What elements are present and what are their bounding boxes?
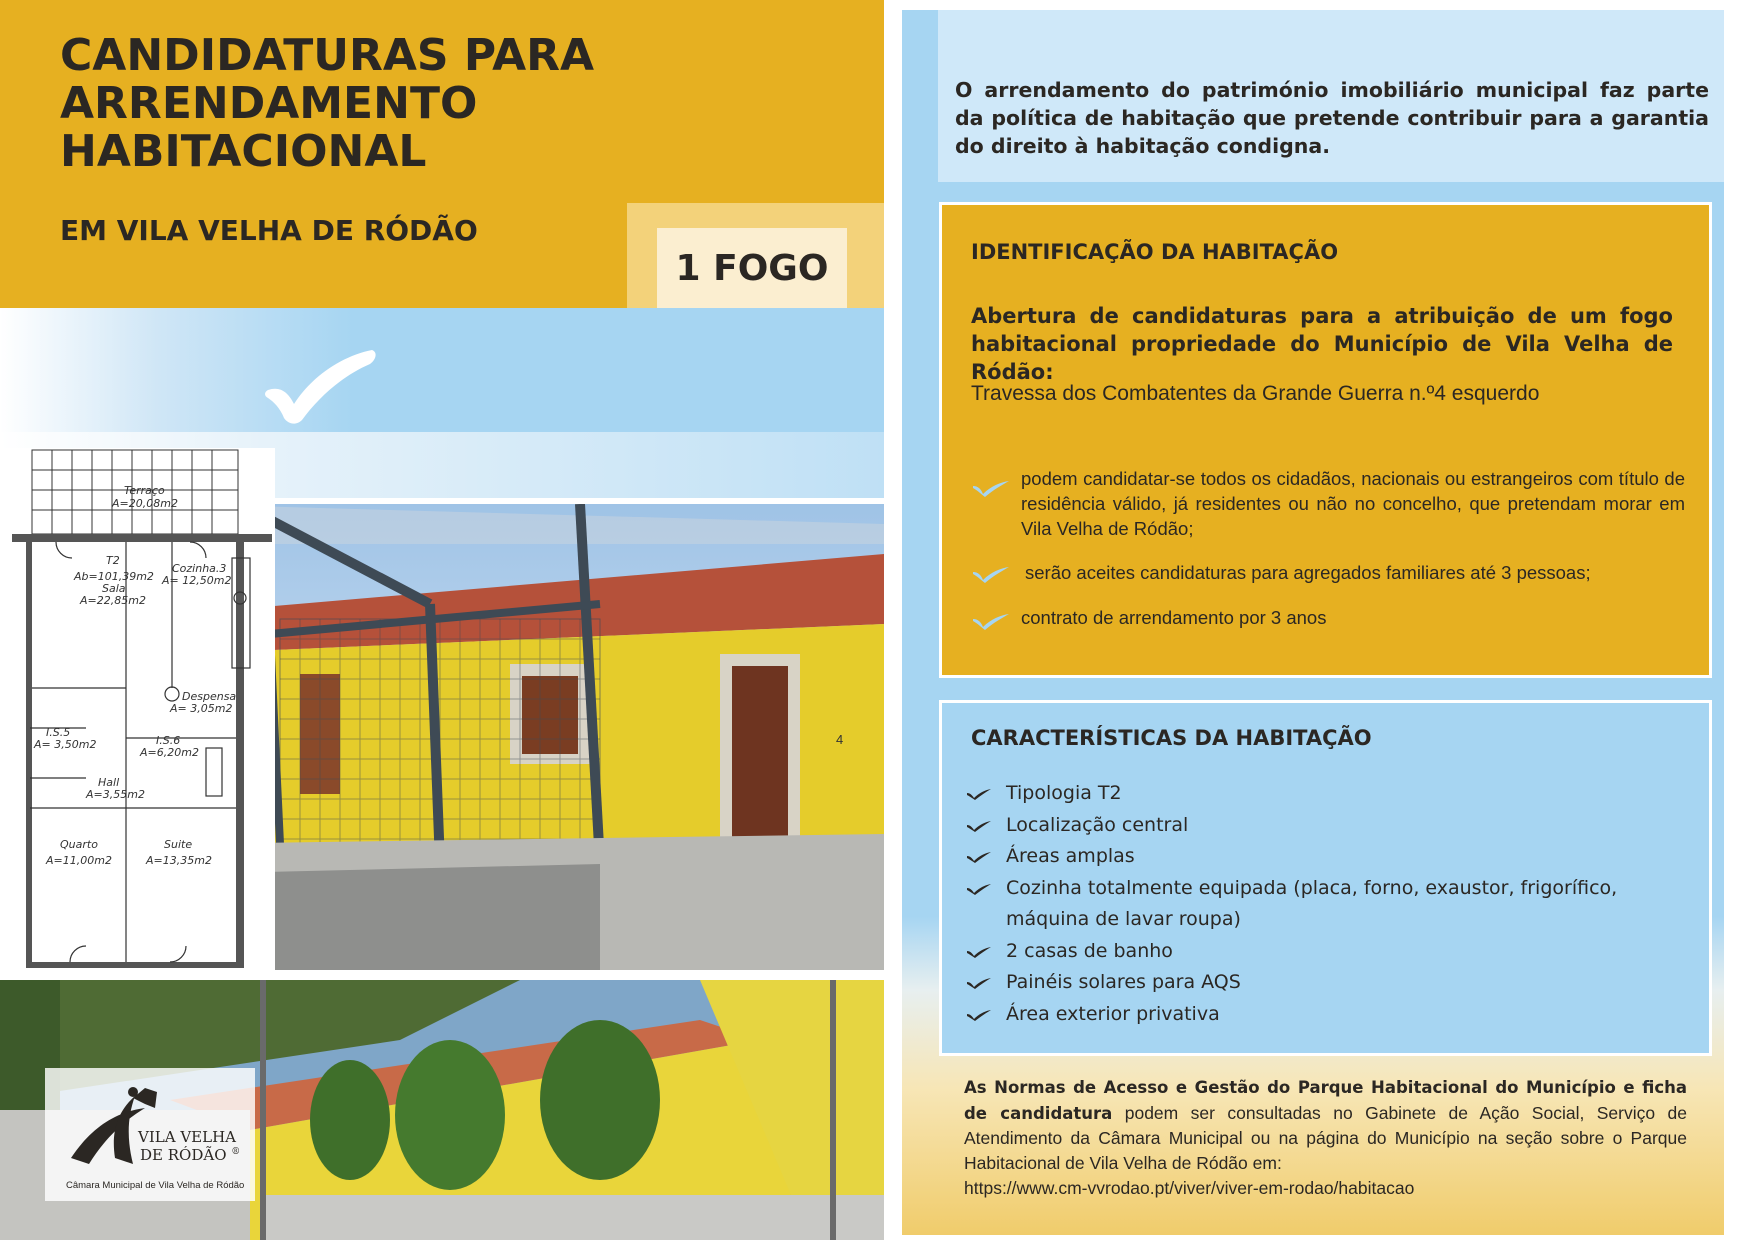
check-icon	[966, 850, 992, 864]
label-quarto: Quarto	[60, 838, 98, 851]
label-ab: Ab=101,39m2	[74, 570, 154, 583]
check-icon	[966, 1008, 992, 1022]
list-item-text: Painéis solares para AQS	[1006, 971, 1241, 993]
door-number: 4	[836, 732, 844, 747]
check-icon	[971, 611, 1011, 631]
label-is5: I.S.5	[46, 726, 71, 739]
logo-name-line-2	[140, 1146, 240, 1164]
label-sala: Sala	[102, 582, 126, 595]
label-is5-area: A= 3,50m2	[34, 738, 97, 751]
caracteristicas-title: CARACTERÍSTICAS DA HABITAÇÃO	[971, 726, 1372, 750]
logo-name-line-1: VILA VELHA	[138, 1128, 236, 1146]
caracteristicas-list	[966, 778, 1666, 1030]
check-icon	[966, 945, 992, 959]
fogo-badge: 1 FOGO	[657, 228, 847, 308]
list-item	[966, 967, 1666, 999]
list-item-text: serão aceites candidaturas para agregados familiares até 3 pessoas;	[1025, 562, 1591, 583]
check-icon	[966, 787, 992, 801]
house-photo-illustration	[180, 504, 884, 970]
list-item	[966, 810, 1666, 842]
title-line-2: ARRENDAMENTO	[60, 78, 478, 129]
label-hall-area: A=3,55m2	[86, 788, 145, 801]
label-cozinha: Cozinha.3	[172, 562, 227, 575]
list-item	[966, 841, 1666, 873]
label-despensa: Despensa	[182, 690, 237, 703]
label-terraco: Terraço	[124, 484, 165, 497]
identificacao-lead: Abertura de candidaturas para a atribuição de um fogo habitacional propriedade do Município de Vila Velha de Ródão:	[971, 304, 1673, 384]
list-item-text: Tipologia T2	[1006, 782, 1122, 804]
check-icon	[262, 346, 378, 426]
list-item	[971, 560, 1685, 585]
label-is6: I.S.6	[156, 734, 181, 747]
footer-text	[964, 1075, 1687, 1175]
label-sala-area: A=22,85m2	[80, 594, 146, 607]
label-t2: T2	[106, 554, 120, 567]
identificacao-address: Travessa dos Combatentes da Grande Guerra n.º4 esquerdo	[971, 382, 1540, 405]
label-cozinha-area: A= 12,50m2	[162, 574, 232, 587]
list-item-text: Áreas amplas	[1006, 845, 1135, 867]
footer-rest-text: podem ser consultadas no Gabinete de Ação Social, Serviço de Atendimento da Câmara Municipal ou na página do Município na seção sobre o Parque Habitacional de Vila Velha de Ródão em:	[964, 1102, 1687, 1173]
title-line-1: CANDIDATURAS PARA	[60, 30, 595, 81]
check-icon	[966, 976, 992, 990]
list-item	[966, 936, 1666, 968]
list-item-text: 2 casas de banho	[1006, 939, 1173, 962]
registered-mark: ®	[231, 1147, 241, 1157]
list-item	[966, 999, 1666, 1031]
label-terraco-area: A=20,08m2	[112, 497, 178, 510]
list-item	[971, 605, 1685, 630]
identificacao-title: IDENTIFICAÇÃO DA HABITAÇÃO	[971, 240, 1339, 264]
check-icon	[971, 564, 1011, 584]
list-item	[966, 873, 1666, 936]
list-item-text: Cozinha totalmente equipada (placa, forno, exaustor, frigorífico, máquina de lavar roupa)	[1006, 876, 1618, 930]
label-quarto-area: A=11,00m2	[46, 854, 112, 867]
label-suite-area: A=13,35m2	[146, 854, 212, 867]
label-suite: Suite	[164, 838, 193, 851]
list-item-text: Localização central	[1006, 813, 1189, 836]
house-photo	[180, 504, 884, 970]
list-item-text: contrato de arrendamento por 3 anos	[1021, 607, 1327, 628]
check-icon	[966, 819, 992, 833]
label-is6-area: A=6,20m2	[140, 746, 199, 759]
floor-plan-drawing	[0, 448, 275, 970]
list-item	[971, 466, 1685, 541]
list-item-text: Área exterior privativa	[1006, 1002, 1220, 1025]
list-item	[966, 778, 1666, 810]
title-line-3: HABITACIONAL	[60, 126, 427, 177]
footer-url-link[interactable]: https://www.cm-vvrodao.pt/viver/viver-em-rodao/habitacao	[964, 1178, 1415, 1198]
check-icon	[966, 882, 992, 896]
check-icon	[971, 478, 1011, 498]
label-despensa-area: A= 3,05m2	[170, 702, 233, 715]
list-item-text: podem candidatar-se todos os cidadãos, nacionais ou estrangeiros com título de residência válido, já residentes ou não no concelho, que pretendam morar em Vila Velha de Ródão;	[1021, 468, 1685, 539]
logo-name-line-2-text: DE RÓDÃO	[140, 1146, 227, 1164]
footer-bold-text: As Normas de Acesso e Gestão do Parque Habitacional do Município e ficha de candidatura	[964, 1078, 1687, 1123]
logo-caption: Câmara Municipal de Vila Velha de Ródão	[66, 1180, 245, 1191]
subtitle: EM VILA VELHA DE RÓDÃO	[60, 214, 478, 247]
label-hall: Hall	[98, 776, 120, 789]
intro-text: O arrendamento do património imobiliário municipal faz parte da política de habitação que pretende contribuir para a garantia do direito à habitação condigna.	[955, 78, 1709, 158]
main-title	[60, 32, 620, 176]
floor-plan	[0, 448, 275, 970]
identificacao-list	[971, 466, 1685, 649]
